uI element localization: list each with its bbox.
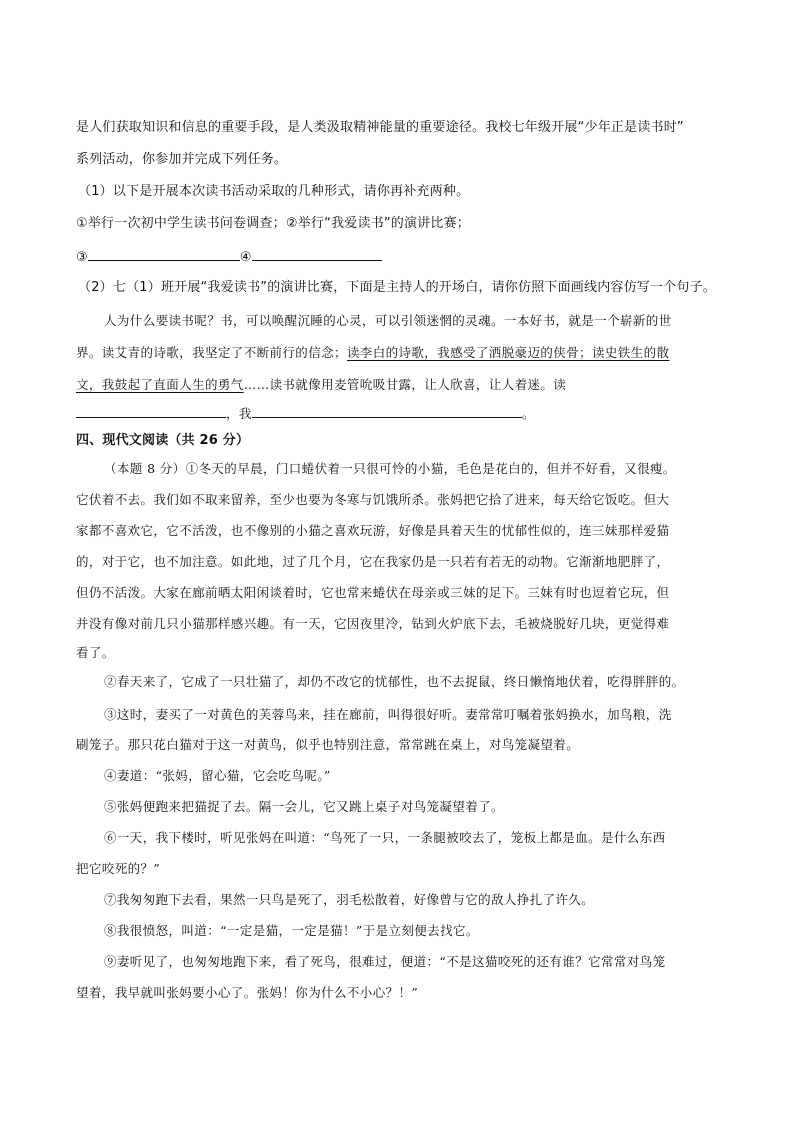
story-line-7: 看了。 <box>76 645 115 660</box>
intro-line-2: 系列活动，你参加并完成下列任务。 <box>76 152 288 167</box>
answer-blank-3[interactable] <box>88 246 240 261</box>
q2-p4-mid: ，我 <box>226 406 252 421</box>
q2-paragraph-line-1: 人为什么要读书呢？书，可以唤醒沉睡的心灵，可以引领迷惘的灵魂。一本好书，就是一个崭新的世 <box>104 313 672 328</box>
q1-given-forms: ①举行一次初中学生读书问卷调查；②举行“我爱读书”的演讲比赛； <box>76 216 470 231</box>
q2-p2-plain: 界。读艾青的诗歌，我坚定了不断前行的信念； <box>76 345 347 360</box>
answer-blank-i[interactable] <box>252 403 522 418</box>
blank-3-label: ③ <box>76 250 88 265</box>
answer-blank-4[interactable] <box>252 246 382 261</box>
story-line-16: ⑧我很愤怒，叫道：“一定是猫，一定是猫！”于是立刻便去找它。 <box>104 923 479 938</box>
story-line-9: ③这时，妻买了一对黄色的芙蓉鸟来，挂在廊前，叫得很好听。妻常常叮嘱着张妈换水，加鸟粮，洗 <box>104 707 672 722</box>
story-line-13: ⑥一天，我下楼时，听见张妈在叫道：“鸟死了一只，一条腿被咬去了，笼板上都是血。是什么东西 <box>104 830 666 845</box>
story-line-12: ⑤张妈便跑来把猫捉了去。隔一会儿，它又跳上桌子对鸟笼凝望着了。 <box>104 799 504 814</box>
story-line-6: 并没有像对前几只小猫那样感兴趣。有一天，它因夜里冷，钻到火炉底下去，毛被烧脱好几块，更觉得难 <box>76 616 670 631</box>
story-line-10: 刷笼子。那只花白猫对于这一对黄鸟，似乎也特别注意，常常跳在桌上，对鸟笼凝望着。 <box>76 737 580 752</box>
story-line-15: ⑦我匆匆跑下去看，果然一只鸟是死了，羽毛松散着，好像曾与它的敌人挣扎了许久。 <box>104 892 595 907</box>
q2-p3-plain: ……读书就像用麦管吮吸甘露，让人欣喜，让人着迷。读 <box>243 377 567 392</box>
story-line-4: 的，对于它，也不加注意。如此地，过了几个月，它在我家仍是一只若有若无的动物。它渐渐地肥胖了， <box>76 554 670 569</box>
story-line-3: 家都不喜欢它，它不活泼，也不像别的小猫之喜欢玩游，好像是具着天生的忧郁性似的，连三妹那样爱猫 <box>76 523 670 538</box>
q2-prompt: （2）七（1）班开展“我爱读书”的演讲比赛，下面是主持人的开场白，请你仿照下面画线内容仿写一个句子。 <box>78 280 717 295</box>
answer-blank-read[interactable] <box>76 403 226 418</box>
story-line-2: 它伏着不去。我们如不取来留养，至少也要为冬寒与饥饿所杀。张妈把它拾了进来，每天给它饭吃。但大 <box>76 492 670 507</box>
q2-paragraph-line-3 <box>76 375 726 395</box>
q2-p3-underlined: 文，我鼓起了直面人生的勇气 <box>76 377 244 392</box>
q2-paragraph-line-2 <box>76 343 726 363</box>
story-line-1: （本题 8 分）①冬天的早晨，门口蜷伏着一只很可怜的小猫，毛色是花白的，但并不好看，又很瘦。 <box>104 461 676 476</box>
q2-p2-underlined: 读李白的诗歌，我感受了洒脱豪迈的侠骨；读史铁生的散 <box>346 345 670 360</box>
story-line-14: 把它咬死的？” <box>76 861 161 876</box>
story-line-18: 望着，我早就叫张妈要小心了。张妈！你为什么不小心？！” <box>76 985 419 1000</box>
q1-prompt: （1）以下是开展本次读书活动采取的几种形式，请你再补充两种。 <box>78 184 470 199</box>
section-4-heading: 四、现代文阅读（共 26 分） <box>76 433 250 448</box>
q1-blanks <box>76 246 726 268</box>
story-line-11: ④妻道：“张妈，留心猫，它会吃鸟呢。” <box>104 768 331 783</box>
blank-4-label: ④ <box>239 250 252 265</box>
intro-line-1: 是人们获取知识和信息的重要手段，是人类汲取精神能量的重要途径。我校七年级开展“少年正是读书时” <box>76 120 684 135</box>
q2-p4-end: 。 <box>521 406 535 421</box>
story-line-8: ②春天来了，它成了一只壮猫了，却仍不改它的忧郁性，也不去捉鼠，终日懒惰地伏着，吃得胖胖的。 <box>104 674 685 689</box>
story-line-17: ⑨妻听见了，也匆匆地跑下来，看了死鸟，很难过，便道：“不是这猫咬死的还有谁？它常常对鸟笼 <box>104 954 666 969</box>
story-line-5: 但仍不活泼。大家在廊前晒太阳闲谈着时，它也常来蜷伏在母亲或三妹的足下。三妹有时也逗着它玩，但 <box>76 585 670 600</box>
q2-answer-line <box>76 403 726 424</box>
